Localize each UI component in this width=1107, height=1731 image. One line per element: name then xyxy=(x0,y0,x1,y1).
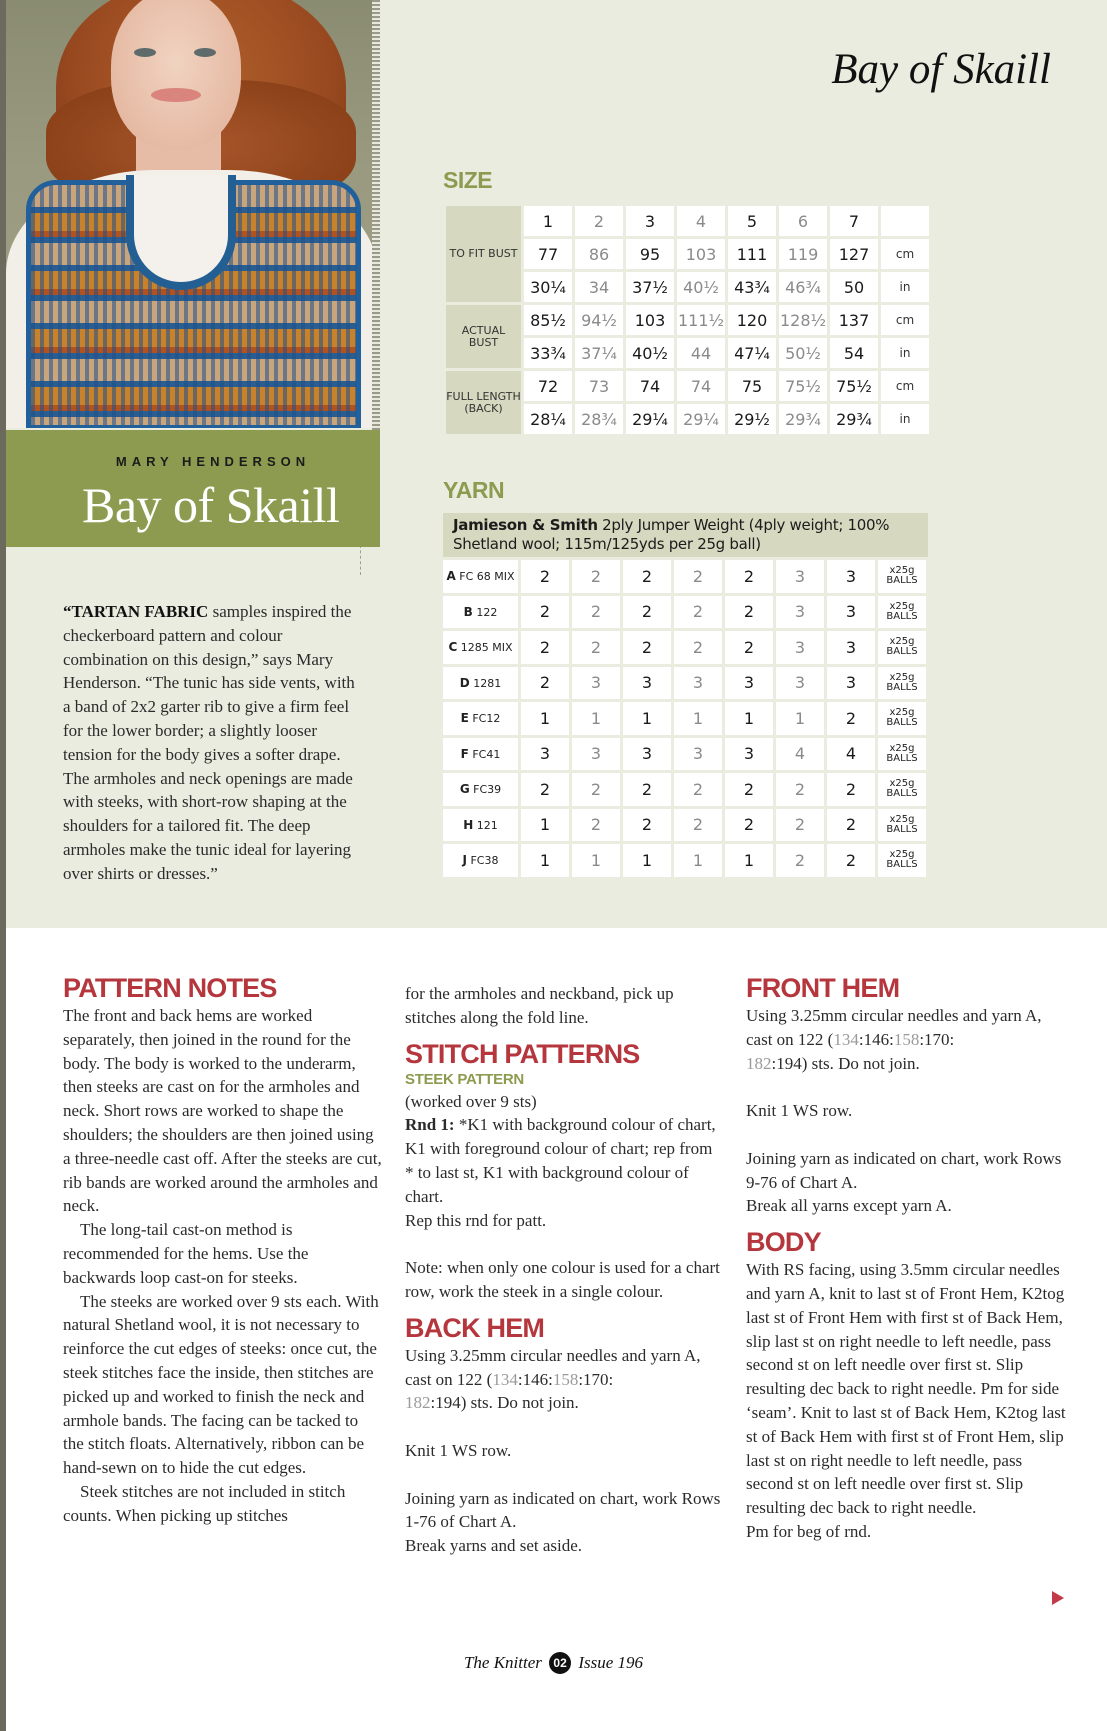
yarn-qty-cell: 3 xyxy=(725,738,773,771)
quote-body: samples inspired the checkerboard pattern and colour combination on this design,” says Mary Henderson. “The tunic has side vents, with a band of 2x2 garter rib to give a firm feel for the lower border; a slightly looser tension for the body gives a softer drape. The armholes and neck openings are made with steeks, with short-row shaping at the shoulders for a tailored fit. The deep armholes make the tunic ideal for layering over shirts or dresses.” xyxy=(63,602,355,883)
size-col: 3 xyxy=(626,206,674,236)
size-col: 4 xyxy=(677,206,725,236)
cell: 37¼ xyxy=(575,338,623,368)
cell: 75½ xyxy=(830,371,878,401)
yarn-qty-cell: 3 xyxy=(827,596,875,629)
yarn-qty-cell: 4 xyxy=(776,738,824,771)
yarn-shade-label: G FC39 xyxy=(443,773,518,806)
unit-cm: cm xyxy=(881,305,929,335)
yarn-heading: YARN xyxy=(443,477,505,503)
yarn-qty-cell: 3 xyxy=(623,738,671,771)
pattern-notes-p3: The steeks are worked over 9 sts each. With natural Shetland wool, it is not necessary to reinforce the cut edges of steeks: once cut, the steek stitches face the inside, then stitches are picked up and worked to finish the neck and armhole bands. The facing can be tacked to the stitch floats. Alternatively, ribbon can be hand-sewn on to hide the cut edges. xyxy=(63,1291,379,1478)
yarn-qty-cell: 1 xyxy=(521,809,569,842)
yarn-qty-cell: 3 xyxy=(623,667,671,700)
yarn-qty-cell: 1 xyxy=(572,844,620,877)
dashed-line xyxy=(360,545,361,575)
yarn-qty-cell: 3 xyxy=(776,667,824,700)
yarn-qty-cell: 2 xyxy=(572,631,620,664)
yarn-shade-label: F FC41 xyxy=(443,738,518,771)
magazine-name: The Knitter xyxy=(463,1653,542,1672)
cell: 50½ xyxy=(779,338,827,368)
yarn-qty-cell: 3 xyxy=(776,631,824,664)
front-hem-step3: Joining yarn as indicated on chart, work Rows 9-76 of Chart A. xyxy=(746,1148,1062,1192)
yarn-qty-cell: 3 xyxy=(572,738,620,771)
front-hem-body-column xyxy=(746,972,1066,1544)
yarn-row xyxy=(443,702,926,735)
yarn-table xyxy=(440,557,929,880)
unit-balls: x25g BALLS xyxy=(878,773,926,806)
front-hem-step2: Knit 1 WS row. xyxy=(746,1101,853,1121)
yarn-qty-cell: 3 xyxy=(725,667,773,700)
yarn-qty-cell: 1 xyxy=(725,844,773,877)
size-label-full-length: FULL LENGTH (BACK) xyxy=(446,371,521,434)
yarn-qty-cell: 3 xyxy=(674,738,722,771)
back-hem-step3: Joining yarn as indicated on chart, work Rows 1-76 of Chart A. xyxy=(405,1488,721,1532)
cell: 29¾ xyxy=(830,404,878,434)
pattern-title: Bay of Skaill xyxy=(82,477,340,533)
unit-balls: x25g BALLS xyxy=(878,631,926,664)
yarn-qty-cell: 2 xyxy=(521,667,569,700)
yarn-shade-label: H 121 xyxy=(443,809,518,842)
yarn-qty-cell: 2 xyxy=(725,809,773,842)
yarn-qty-cell: 2 xyxy=(521,560,569,593)
yarn-row xyxy=(443,809,926,842)
body-heading: BODY xyxy=(746,1227,821,1258)
pattern-notes-p2: The long-tail cast-on method is recommended for the hems. Use the backwards loop cast-on for steeks. xyxy=(63,1220,309,1287)
cell: 75½ xyxy=(779,371,827,401)
steek-repeat: Rep this rnd for patt. xyxy=(405,1210,547,1230)
cell: 28¾ xyxy=(575,404,623,434)
yarn-qty-cell: 2 xyxy=(623,631,671,664)
yarn-qty-cell: 2 xyxy=(674,631,722,664)
pattern-notes-continued: for the armholes and neckband, pick up stitches along the fold line. xyxy=(405,984,674,1027)
cell: 86 xyxy=(575,239,623,269)
yarn-qty-cell: 2 xyxy=(623,560,671,593)
size-table xyxy=(443,203,932,437)
body-last: Pm for beg of rnd. xyxy=(746,1521,872,1541)
cell: 85½ xyxy=(524,305,572,335)
size-col: 7 xyxy=(830,206,878,236)
size-label-actual-bust: ACTUAL BUST xyxy=(446,305,521,368)
yarn-qty-cell: 2 xyxy=(725,596,773,629)
stitch-patterns-column xyxy=(405,982,725,1558)
yarn-shade-label: J FC38 xyxy=(443,844,518,877)
steek-note: Note: when only one colour is used for a chart row, work the steek in a single colour. xyxy=(405,1258,720,1301)
cell: 120 xyxy=(728,305,776,335)
unit-cm: cm xyxy=(881,371,929,401)
quote-lead: “TARTAN FABRIC xyxy=(63,602,209,621)
cell: 94½ xyxy=(575,305,623,335)
model-photo xyxy=(6,0,378,428)
cell: 33¾ xyxy=(524,338,572,368)
yarn-qty-cell: 2 xyxy=(827,773,875,806)
issue-number: Issue 196 xyxy=(578,1653,644,1672)
rnd1-label: Rnd 1: xyxy=(405,1115,455,1135)
yarn-qty-cell: 3 xyxy=(827,560,875,593)
pattern-notes-p1: The front and back hems are worked separately, then joined in the round for the body. The body is worked to the underarm, then steeks are cast on for the armholes and neck. Short rows are worked to shape the shoulders; the shoulders are then joined using a three-needle cast off. After the steeks are cut, rib bands are worked around the armholes and neck. xyxy=(63,1006,382,1216)
yarn-qty-cell: 3 xyxy=(521,738,569,771)
cell: 40½ xyxy=(626,338,674,368)
unit-balls: x25g BALLS xyxy=(878,560,926,593)
yarn-qty-cell: 2 xyxy=(572,809,620,842)
yarn-row xyxy=(443,738,926,771)
cell: 29¾ xyxy=(779,404,827,434)
back-hem-step4: Break yarns and set aside. xyxy=(405,1536,583,1556)
yarn-row xyxy=(443,560,926,593)
unit-balls: x25g BALLS xyxy=(878,809,926,842)
cell: 77 xyxy=(524,239,572,269)
yarn-qty-cell: 2 xyxy=(827,702,875,735)
yarn-qty-cell: 4 xyxy=(827,738,875,771)
cell: 111½ xyxy=(677,305,725,335)
yarn-row xyxy=(443,596,926,629)
yarn-qty-cell: 2 xyxy=(827,809,875,842)
yarn-qty-cell: 2 xyxy=(725,560,773,593)
cell: 73 xyxy=(575,371,623,401)
pattern-notes-p4: Steek stitches are not included in stitch counts. When picking up stitches xyxy=(63,1481,346,1525)
cell: 119 xyxy=(779,239,827,269)
yarn-row xyxy=(443,844,926,877)
size-label-to-fit-bust: TO FIT BUST xyxy=(446,206,521,302)
yarn-qty-cell: 1 xyxy=(674,702,722,735)
unit-balls: x25g BALLS xyxy=(878,702,926,735)
cell: 34 xyxy=(575,272,623,302)
unit-balls: x25g BALLS xyxy=(878,738,926,771)
page-footer xyxy=(0,1652,1107,1674)
yarn-qty-cell: 2 xyxy=(521,631,569,664)
yarn-qty-cell: 3 xyxy=(827,631,875,664)
intro-quote xyxy=(63,600,363,886)
yarn-qty-cell: 2 xyxy=(572,596,620,629)
page-number: 02 xyxy=(549,1652,571,1674)
size-heading: SIZE xyxy=(443,167,493,193)
back-hem-cast-on: Using 3.25mm circular needles and yarn A, cast on 122 (134:146:158:170: 182:194) sts. Do not join. xyxy=(405,1345,701,1413)
cell: 127 xyxy=(830,239,878,269)
steek-rnd1 xyxy=(405,1113,725,1208)
front-hem-heading: FRONT HEM xyxy=(746,973,900,1003)
yarn-qty-cell: 2 xyxy=(623,596,671,629)
steek-pattern-subheading: STEEK PATTERN xyxy=(405,1070,524,1088)
yarn-qty-cell: 2 xyxy=(776,844,824,877)
unit-cm: cm xyxy=(881,239,929,269)
cell: 72 xyxy=(524,371,572,401)
continue-arrow-icon xyxy=(1052,1591,1064,1605)
cell: 37½ xyxy=(626,272,674,302)
size-col: 6 xyxy=(779,206,827,236)
yarn-description xyxy=(443,513,928,557)
cell: 44 xyxy=(677,338,725,368)
cell: 75 xyxy=(728,371,776,401)
unit-in: in xyxy=(881,404,929,434)
yarn-qty-cell: 1 xyxy=(776,702,824,735)
cell: 128½ xyxy=(779,305,827,335)
cell: 137 xyxy=(830,305,878,335)
yarn-qty-cell: 2 xyxy=(521,596,569,629)
cell: 47¼ xyxy=(728,338,776,368)
back-hem-heading: BACK HEM xyxy=(405,1312,545,1343)
yarn-qty-cell: 2 xyxy=(674,560,722,593)
yarn-qty-cell: 3 xyxy=(674,667,722,700)
yarn-qty-cell: 1 xyxy=(521,702,569,735)
yarn-qty-cell: 2 xyxy=(776,773,824,806)
yarn-shade-label: C 1285 MIX xyxy=(443,631,518,664)
cell: 95 xyxy=(626,239,674,269)
cell: 30¼ xyxy=(524,272,572,302)
cell: 46¾ xyxy=(779,272,827,302)
body-text: With RS facing, using 3.5mm circular needles and yarn A, knit to last st of Front Hem, K2tog last st of Front Hem with first st of Back Hem, slip last st on right needle to left needle, pass second st on left needle over first st. Slip resulting dec back to right needle. Pm for side ‘seam’. Knit to last st of Back Hem, K2tog last st of Back Hem with first st of Front Hem, slip last st on right needle to left needle, pass second st on left needle over first st. Slip resulting dec back to right needle. xyxy=(746,1260,1066,1518)
yarn-qty-cell: 3 xyxy=(827,667,875,700)
yarn-row xyxy=(443,773,926,806)
yarn-qty-cell: 1 xyxy=(521,844,569,877)
cell: 40½ xyxy=(677,272,725,302)
back-hem-step2: Knit 1 WS row. xyxy=(405,1440,512,1460)
page-title: Bay of Skaill xyxy=(831,46,1051,93)
unit-in: in xyxy=(881,272,929,302)
yarn-qty-cell: 2 xyxy=(725,631,773,664)
yarn-qty-cell: 3 xyxy=(776,596,824,629)
cell: 43¾ xyxy=(728,272,776,302)
yarn-qty-cell: 2 xyxy=(623,809,671,842)
stitch-patterns-heading: STITCH PATTERNS xyxy=(405,1038,640,1069)
yarn-shade-label: E FC12 xyxy=(443,702,518,735)
cell: 29¼ xyxy=(677,404,725,434)
title-band xyxy=(6,430,380,547)
yarn-qty-cell: 1 xyxy=(623,844,671,877)
unit-balls: x25g BALLS xyxy=(878,667,926,700)
designer-name: MARY HENDERSON xyxy=(115,454,311,469)
yarn-qty-cell: 3 xyxy=(572,667,620,700)
cell: 74 xyxy=(626,371,674,401)
yarn-qty-cell: 1 xyxy=(674,844,722,877)
yarn-row xyxy=(443,667,926,700)
size-col: 1 xyxy=(524,206,572,236)
cell: 103 xyxy=(677,239,725,269)
unit-balls: x25g BALLS xyxy=(878,596,926,629)
cell: 54 xyxy=(830,338,878,368)
cell: 103 xyxy=(626,305,674,335)
pattern-notes-column xyxy=(63,972,383,1528)
yarn-shade-label: D 1281 xyxy=(443,667,518,700)
yarn-qty-cell: 2 xyxy=(725,773,773,806)
yarn-shade-label: B 122 xyxy=(443,596,518,629)
cell: 74 xyxy=(677,371,725,401)
size-row-header xyxy=(446,206,929,236)
yarn-qty-cell: 3 xyxy=(776,560,824,593)
yarn-qty-cell: 2 xyxy=(572,773,620,806)
cell: 29¼ xyxy=(626,404,674,434)
cell: 29½ xyxy=(728,404,776,434)
cell: 50 xyxy=(830,272,878,302)
table-row xyxy=(446,305,929,335)
front-hem-step4: Break all yarns except yarn A. xyxy=(746,1196,952,1216)
unit-blank xyxy=(881,206,929,236)
yarn-brand: Jamieson & Smith xyxy=(453,516,598,534)
unit-in: in xyxy=(881,338,929,368)
yarn-qty-cell: 1 xyxy=(725,702,773,735)
pattern-notes-heading: PATTERN NOTES xyxy=(63,973,277,1003)
yarn-qty-cell: 2 xyxy=(674,596,722,629)
front-hem-cast-on: Using 3.25mm circular needles and yarn A, cast on 122 (134:146:158:170: 182:194) sts. Do not join. xyxy=(746,1006,1042,1073)
size-col: 5 xyxy=(728,206,776,236)
unit-balls: x25g BALLS xyxy=(878,844,926,877)
yarn-qty-cell: 2 xyxy=(674,809,722,842)
yarn-qty-cell: 1 xyxy=(572,702,620,735)
yarn-qty-cell: 2 xyxy=(623,773,671,806)
steek-worked-over: (worked over 9 sts) xyxy=(405,1091,537,1111)
rnd1-text: *K1 with background colour of chart, K1 with foreground colour of chart; rep from * to last st, K1 with background colour of chart. xyxy=(405,1115,716,1206)
yarn-qty-cell: 1 xyxy=(623,702,671,735)
yarn-qty-cell: 2 xyxy=(827,844,875,877)
size-col: 2 xyxy=(575,206,623,236)
yarn-qty-cell: 2 xyxy=(674,773,722,806)
yarn-qty-cell: 2 xyxy=(776,809,824,842)
cell: 28¼ xyxy=(524,404,572,434)
yarn-row xyxy=(443,631,926,664)
yarn-details: 2ply Jumper Weight (4ply weight; 100% Shetland wool; 115m/125yds per 25g ball) xyxy=(453,516,890,553)
yarn-qty-cell: 2 xyxy=(572,560,620,593)
cell: 111 xyxy=(728,239,776,269)
yarn-shade-label: A FC 68 MIX xyxy=(443,560,518,593)
yarn-qty-cell: 2 xyxy=(521,773,569,806)
table-row xyxy=(446,371,929,401)
